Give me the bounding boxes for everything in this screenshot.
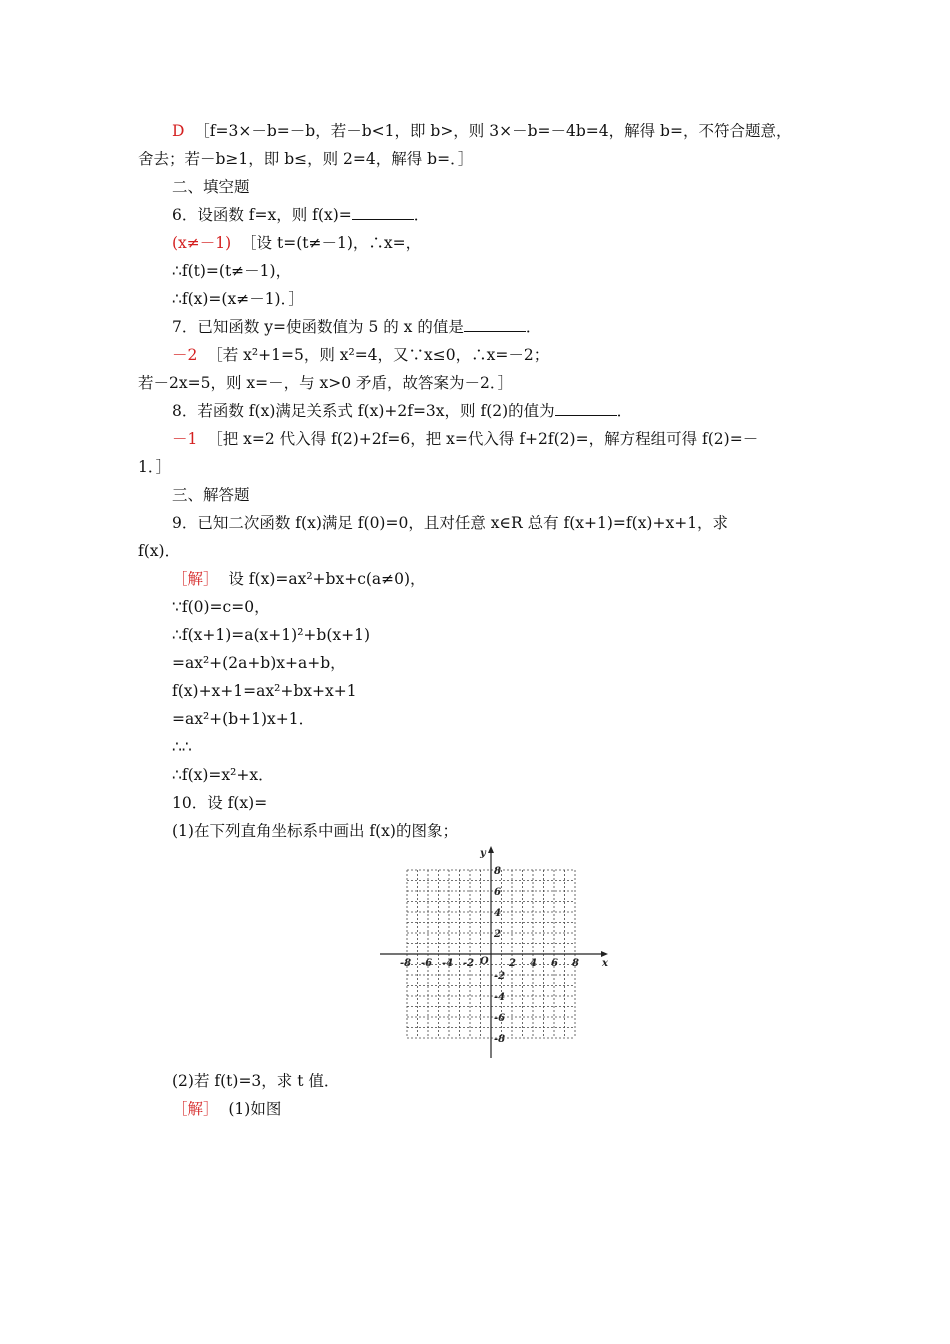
line-1 [172,121,791,141]
solution-9: ［解］ 设 f(x)=ax²+bx+c(a≠0)， [172,570,426,588]
x-axis-arrow [601,951,608,957]
answer-7-line-2: 若－2x=5，则 x=－，与 x>0 矛盾，故答案为－2．］ [138,374,514,392]
answer-label: －1 [172,430,198,448]
x-axis-label: x [602,958,608,969]
x-tick-label: 8 [572,958,579,969]
question-10-part-1: (1)在下列直角坐标系中画出 f(x)的图象； [172,822,458,840]
solution-10: ［解］ (1)如图 [172,1100,282,1118]
answer-blank [555,401,617,416]
section-title-fill: 二、填空题 [172,178,250,196]
question-10-part-2: (2)若 f(t)=3，求 t 值． [172,1072,340,1090]
solution-9-line-4: =ax²+(2a+b)x+a+b， [172,654,346,672]
answer-6-line-2: ∴f(t)=(t≠－1)， [172,262,292,280]
solution-9-line-2: ∵f(0)=c=0， [172,598,270,616]
solution-9-line-7: ∴∴ [172,738,192,756]
question-9: 9．已知二次函数 f(x)满足 f(0)=0，且对任意 x∈R 总有 f(x+1)=f(x)+x+1，求 [172,514,729,532]
answer-blank [464,317,526,332]
question-8: 8．若函数 f(x)满足关系式 f(x)+2f=3x，则 f(2)的值为 ． [172,402,633,420]
answer-label: －2 [172,346,198,364]
answer-label: (x≠－1) [172,234,232,252]
answer-blank [352,205,414,220]
x-tick-label: -6 [421,958,433,969]
y-tick-label: -2 [494,971,506,982]
x-tick-label: -4 [442,958,454,969]
x-tick-label: 2 [509,958,516,969]
answer-6: (x≠－1) ［设 t=(t≠－1)，∴x=， [172,234,422,252]
y-tick-label: -6 [494,1013,506,1024]
coordinate-grid-figure [376,842,612,1062]
answer-7: －2 ［若 x²+1=5，则 x²=4，又∵x≤0，∴x=－2； [172,346,550,364]
solution-label: ［解］ [172,1100,219,1118]
solution-label: ［解］ [172,570,219,588]
x-tick-label: -2 [463,958,475,969]
answer-text: ［f=3×－b=－b，若－b<1，即 b>，则 3×－b=－4b=4，解得 b=，不符合题意， [194,122,792,140]
solution-9-line-5: f(x)+x+1=ax²+bx+x+1 [172,682,357,700]
y-tick-label: 2 [494,929,501,940]
section-title-solve: 三、解答题 [172,486,250,504]
question-10: 10．设 f(x)= [172,794,268,812]
y-tick-label: 8 [494,866,501,877]
x-tick-label: 4 [530,958,537,969]
y-tick-label: 6 [494,887,501,898]
tick-labels [400,866,579,1045]
question-9-line-2: f(x)． [138,542,181,560]
question-7: 7．已知函数 y=使函数值为 5 的 x 的值是 ． [172,318,542,336]
x-tick-label: 6 [551,958,558,969]
solution-9-line-6: =ax²+(b+1)x+1． [172,710,315,728]
y-axis-arrow [488,846,494,853]
y-tick-label: -8 [494,1034,506,1045]
solution-9-line-8: ∴f(x)=x²+x． [172,766,274,784]
line-2: 舍去；若－b≥1，即 b≤，则 2=4，解得 b=．］ [138,150,474,168]
y-axis-label: y [480,848,486,859]
answer-8-line-2: 1．］ [138,458,172,476]
origin-label: O [480,956,489,967]
question-6: 6．设函数 f=x，则 f(x)= ． [172,206,430,224]
y-tick-label: 4 [494,908,501,919]
answer-8: －1 ［把 x=2 代入得 f(2)+2f=6，把 x=代入得 f+2f(2)=，解方程组可得 f(2)=－ [172,430,759,448]
answer-6-line-3: ∴f(x)=(x≠－1)．］ [172,290,304,308]
solution-9-line-3: ∴f(x+1)=a(x+1)²+b(x+1) [172,626,371,644]
y-tick-label: -4 [494,992,506,1003]
answer-label: D [172,122,185,140]
x-tick-label: -8 [400,958,412,969]
